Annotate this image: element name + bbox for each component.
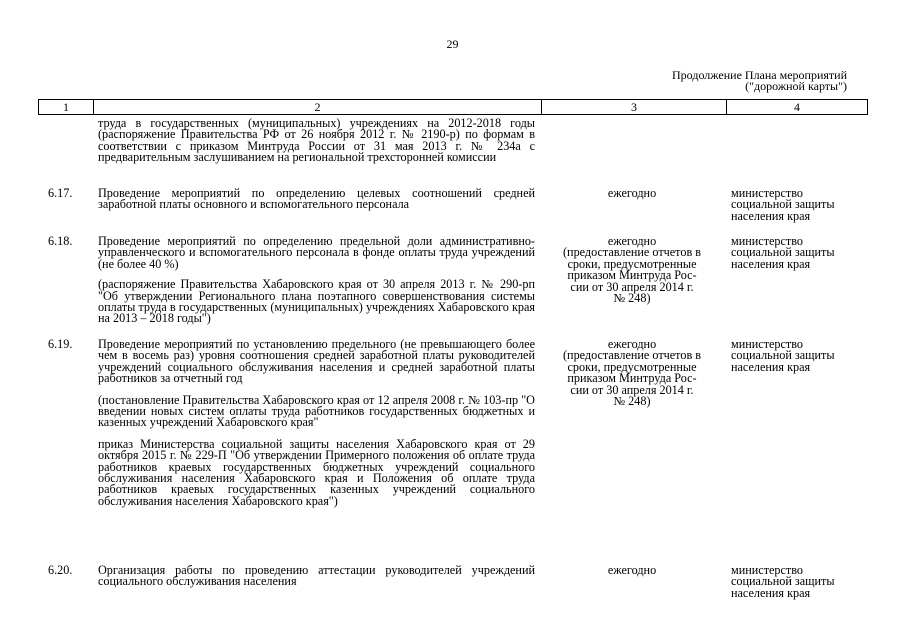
continuation-caption — [672, 70, 847, 92]
row-number: 6.19. — [48, 337, 73, 351]
page-number: 29 — [446, 37, 459, 51]
term-text: ежегодно — [607, 563, 657, 577]
term-text: ежегодно (предоставление отчетов в сроки, предусмотренные приказом Минтруда Рос- сии от 30 апреля 2014 г. № 248) — [562, 337, 701, 409]
term-text: ежегодно (предоставление отчетов в сроки, предусмотренные приказом Минтруда Рос- сии от 30 апреля 2014 г. № 248) — [562, 234, 701, 306]
measure-basis: (распоряжение Правительства Хабаровского края от 30 апреля 2013 г. № 290-рп "Об утверждении Регионального плана поэтапного совершенствования системы оплаты труда в государственных (муниципальных) учреждениях Хабаровского края на 2013 – 2018 годы") — [98, 277, 535, 326]
measure-text: Проведение мероприятий по определению предельной доли административно-управленческого и вспомогательного персонала в фонде оплаты труда учреждений (не более 40 %) (распоряжение Правительства Хабаровского края от 30 апреля 2013 г. № 290-рп "Об утверждении Регионального плана поэтапного совершенствования системы оплаты труда в государственных (муниципальных) учреждениях Хабаровского края на 2013 – 2018 годы") — [98, 234, 535, 326]
measure-text: труда в государственных (муниципальных) учреждениях на 2012-2018 годы (распоряжение Правительства РФ от 26 ноября 2012 г. № 2190-р) по формам в соответствии с приказом Минтруда России от 31 мая 2013 г. № 234а с предварительным заслушиванием на региональной трехсторонней комиссии — [98, 116, 535, 165]
executor-text: министерство социальной защиты населения края — [731, 337, 835, 374]
column-header-2: 2 — [93, 100, 541, 114]
measure-text: Проведение мероприятий по определению целевых соотношений средней заработной платы основного и вспомогательного персонала — [98, 186, 535, 212]
term-text: ежегодно — [607, 186, 657, 200]
row-number: 6.17. — [48, 186, 73, 200]
executor-text: министерство социальной защиты населения края — [731, 234, 835, 271]
measure-basis: (постановление Правительства Хабаровского края от 12 апреля 2008 г. № 103-пр "О введении новых систем оплаты труда работников государственных бюджетных и казенных учреждений Хабаровского края" — [98, 392, 535, 430]
measure-basis-order: приказ Министерства социальной защиты населения Хабаровского края от 29 октября 2015 г. № 229-П "Об утверждении Примерного положения об оплате труда работников краевых государственных бюджетных учреждений социального обслуживания населения Хабаровского края и Положения об оплате труда работников краевых государственных казенных учреждений социального обслуживания населения Хабаровского края") — [98, 436, 535, 508]
row-number: 6.20. — [48, 563, 73, 577]
continuation-line-2: ("дорожной карты") — [745, 79, 847, 93]
row-number: 6.18. — [48, 234, 73, 248]
measure-text: Организация работы по проведению аттестации руководителей учреждений социального обслуживания населения — [98, 563, 535, 589]
measure-text: Проведение мероприятий по установлению предельного (не превышающего более чем в восемь раз) уровня соотношения средней заработной платы руководителей учреждений социального обслуживания населения и средней заработной платы работников за отчетный год (постановление Правительства Хабаровского края от 12 апреля 2008 г. № 103-пр "О введении новых систем оплаты труда работников государственных бюджетных и казенных учреждений Хабаровского края" приказ Министерства социальной защиты населения Хабаровского края от 29 октября 2015 г. № 229-П "Об утверждении Примерного положения об оплате труда работников краевых государственных бюджетных учреждений социального обслуживания населения Хабаровского края и Положения об оплате труда работников краевых государственных казенных учреждений социального обслуживания населения Хабаровского края") — [98, 337, 535, 508]
column-header-3: 3 — [541, 100, 726, 114]
table-header-row — [38, 99, 868, 115]
column-header-1: 1 — [63, 100, 69, 114]
executor-text: министерство социальной защиты населения края — [731, 563, 835, 600]
continuation-line-1: Продолжение Плана мероприятий — [672, 68, 847, 82]
executor-text: министерство социальной защиты населения края — [731, 186, 835, 223]
column-header-4: 4 — [726, 100, 867, 114]
